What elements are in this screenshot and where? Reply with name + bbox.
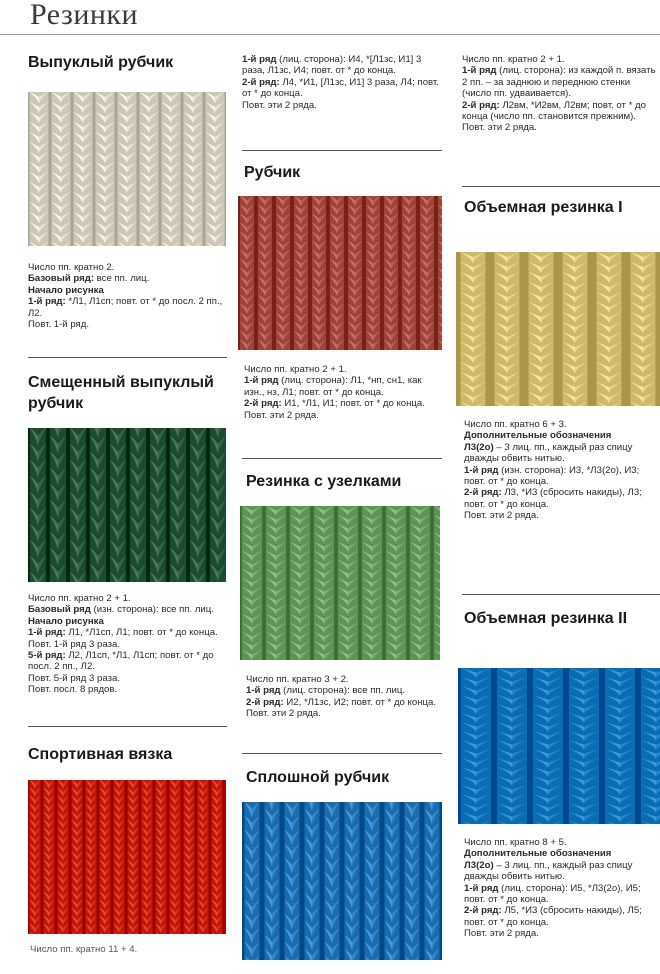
instruction-line [28, 684, 228, 695]
knit-texture [242, 802, 442, 960]
instruction-label: 1-й ряд: [28, 627, 66, 639]
instruction-text: Число пп. кратно 3 + 2. [246, 674, 349, 685]
section-divider [242, 150, 442, 151]
instruction-label: 1-й ряд: [28, 296, 66, 308]
instruction-line [242, 100, 442, 111]
instruction-label: Базовый ряд [28, 604, 91, 616]
knit-texture [28, 92, 226, 246]
instruction-label: Базовый ряд: [28, 273, 95, 285]
instruction-label: 1-й ряд [246, 685, 281, 697]
instruction-line [28, 639, 228, 650]
pattern-title-obiemnaya1: Объемная резинка I [464, 199, 623, 216]
instruction-line [28, 627, 228, 638]
instruction-line [244, 364, 444, 375]
instructions-sportivnaya [30, 944, 230, 955]
instruction-label: 1-й ряд [464, 464, 499, 476]
instruction-label: 1-й ряд [242, 54, 277, 65]
section-divider [28, 726, 227, 727]
instruction-line [462, 54, 658, 65]
instruction-label: 5-й ряд: [28, 650, 66, 662]
section-divider [462, 594, 660, 595]
instruction-line [28, 285, 228, 296]
pattern-title-vypuklyi: Выпуклый рубчик [28, 54, 174, 71]
instruction-text: *Л1, Л1сп; повт. от * до посл. 2 пп., Л2. [28, 296, 223, 319]
instruction-label: Л3(2о) [464, 441, 494, 453]
instruction-text: все пп. лиц. [94, 273, 150, 285]
knit-texture [458, 668, 660, 824]
swatch-uzelki [240, 506, 440, 660]
instruction-text: Повт. 1-й ряд 3 раза. [28, 638, 120, 650]
instruction-text: Повт. эти 2 ряда. [246, 708, 321, 720]
section-divider [242, 753, 442, 754]
instruction-text: (лиц. сторона): И5, *Л3(2о), И5; повт. от * до конца. [464, 882, 641, 906]
instructions-obiemnaya1 [464, 419, 660, 522]
instruction-line [244, 410, 444, 421]
instruction-line [464, 848, 660, 859]
instruction-text: Л2вм, *И2вм, Л2вм; повт. от * до конца (число пп. становится прежним). [462, 99, 646, 123]
instruction-label: 2-й ряд: [462, 99, 500, 111]
title-rule [0, 34, 660, 35]
page-title: Резинки [30, 0, 139, 31]
instruction-line [246, 685, 446, 696]
instruction-text: Повт. эти 2 ряда. [244, 409, 319, 421]
knit-texture [240, 506, 440, 660]
instruction-line [28, 296, 228, 319]
swatch-vypuklyi [28, 92, 226, 246]
knit-texture [456, 252, 660, 406]
swatch-sploshnoi [242, 802, 442, 960]
instruction-text: Число пп. кратно 11 + 4. [30, 944, 138, 955]
instruction-label: 1-й ряд [244, 375, 279, 387]
instructions-rubchik [244, 364, 444, 421]
instruction-text: (лиц. сторона): из каждой п. вязать 2 пп. – за заднюю и переднюю стенки (число пп. удваивается). [462, 65, 656, 100]
instruction-line [464, 928, 660, 939]
instruction-text: – 3 лиц. пп., каждый раз спицу дважды обвить нитью. [464, 859, 633, 883]
instruction-line [464, 442, 660, 465]
instruction-text: Повт. 5-й ряд 3 раза. [28, 672, 120, 684]
instruction-line [246, 697, 446, 708]
instruction-text: (лиц. сторона): И4, *[Л1зс, И1] 3 раза, Л1зс, И4; повт. от * до конца. [242, 54, 422, 77]
instruction-label: 2-й ряд: [464, 487, 502, 499]
pattern-title-rubchik: Рубчик [244, 164, 301, 181]
instruction-text: Повт. эти 2 ряда. [462, 122, 537, 134]
instruction-text: Л1, *Л1сп, Л1; повт. от * до конца. [65, 627, 218, 639]
section-divider [462, 186, 660, 187]
pattern-title-sploshnoi: Сплошной рубчик [246, 769, 390, 786]
instruction-text: Число пп. кратно 2 + 1. [462, 54, 565, 65]
instruction-text: Л4, *И1, [Л1зс, И1] 3 раза, Л4; повт. от * до конца. [242, 76, 439, 100]
instruction-line [464, 510, 660, 521]
instruction-line [246, 674, 446, 685]
instruction-text: Число пп. кратно 2. [28, 262, 115, 273]
instruction-label: Дополнительные обозначения [464, 848, 612, 860]
instruction-text: Число пп. кратно 2 + 1. [28, 593, 131, 604]
instruction-line [464, 487, 660, 510]
swatch-obiemnaya1 [456, 252, 660, 406]
instructions-sploshnoi-continued [462, 54, 658, 134]
instruction-text: Л5, *И3 (сбросить накиды), Л5; повт. от * до конца. [464, 905, 642, 928]
knit-texture [238, 196, 442, 350]
instruction-line [28, 650, 228, 673]
instruction-text: (лиц. сторона): Л1, *нп, сн1, как изн., нз, Л1; повт. от * до конца. [244, 375, 422, 398]
instruction-text: Число пп. кратно 6 + 3. [464, 419, 567, 430]
instruction-line [464, 860, 660, 883]
knit-texture [28, 428, 226, 582]
instructions-uzelki [246, 674, 446, 720]
instruction-text: Число пп. кратно 8 + 5. [464, 837, 567, 848]
instruction-text: Повт. посл. 8 рядов. [28, 684, 118, 696]
instruction-line [246, 708, 446, 719]
instruction-text: (изн. сторона): И3, *Л3(2о), И3; повт. от * до конца. [464, 464, 640, 488]
pattern-title-smeshchennyi: Смещенный выпуклый рубчик [28, 374, 214, 412]
instruction-line [464, 905, 660, 928]
instruction-label: Л3(2о) [464, 859, 494, 871]
instruction-text: Л2, Л1сп, *Л1, Л1сп; повт. от * до посл. 2 пп., Л2. [28, 650, 214, 673]
instruction-label: 1-й ряд [464, 882, 499, 894]
swatch-obiemnaya2 [458, 668, 660, 824]
instruction-line [242, 54, 442, 77]
swatch-rubchik [238, 196, 442, 350]
instruction-line [28, 593, 228, 604]
instruction-label: 2-й ряд: [244, 398, 282, 410]
instruction-text: Число пп. кратно 2 + 1. [244, 364, 347, 375]
pattern-title-uzelki: Резинка с узелками [246, 473, 402, 490]
instruction-text: Повт. 1-й ряд. [28, 319, 90, 331]
instruction-text: И2, *Л1зс, И2; повт. от * до конца. [283, 696, 436, 708]
instruction-label: Начало рисунка [28, 284, 104, 296]
instruction-line [242, 77, 442, 100]
instruction-text: (изн. сторона): все пп. лиц. [90, 604, 214, 616]
swatch-smeshchennyi [28, 428, 226, 582]
swatch-sportivnaya [28, 780, 226, 934]
instruction-line [28, 616, 228, 627]
instruction-line [464, 837, 660, 848]
pattern-title-sportivnaya: Спортивная вязка [28, 746, 173, 763]
pattern-title-obiemnaya2: Объемная резинка II [464, 610, 628, 627]
instruction-line [464, 419, 660, 430]
instruction-line [28, 319, 228, 330]
knit-texture [28, 780, 226, 934]
instruction-line [28, 673, 228, 684]
instruction-line [244, 375, 444, 398]
instructions-smeshchennyi [28, 593, 228, 696]
instructions-obiemnaya2 [464, 837, 660, 940]
instruction-text: (лиц. сторона): все пп. лиц. [280, 685, 406, 697]
instruction-label: 2-й ряд: [464, 905, 502, 917]
instruction-label: 2-й ряд: [242, 76, 280, 88]
instruction-line [464, 883, 660, 906]
instructions-sportivnaya-continued [242, 54, 442, 111]
instruction-line [464, 430, 660, 441]
instruction-text: Повт. эти 2 ряда. [464, 510, 539, 522]
instruction-text: Повт. эти 2 ряда. [242, 99, 317, 111]
instruction-label: 2-й ряд: [246, 696, 284, 708]
instruction-label: 1-й ряд [462, 65, 497, 77]
instruction-line [462, 65, 658, 99]
instruction-line [28, 604, 228, 615]
instruction-text: И1, *Л1, И1; повт. от * до конца. [281, 398, 425, 410]
instruction-line [462, 100, 658, 123]
instruction-text: Л3, *И3 (сбросить накиды), Л3; повт. от * до конца. [464, 487, 642, 510]
instruction-line [28, 273, 228, 284]
instructions-vypuklyi [28, 262, 228, 330]
instruction-line [28, 262, 228, 273]
instruction-line [30, 944, 230, 955]
instruction-line [244, 398, 444, 409]
instruction-line [462, 122, 658, 133]
section-divider [28, 357, 227, 358]
instruction-label: Дополнительные обозначения [464, 430, 612, 442]
section-divider [242, 458, 442, 459]
instruction-line [464, 465, 660, 488]
instruction-text: – 3 лиц. пп., каждый раз спицу дважды обвить нитью. [464, 441, 633, 465]
instruction-text: Повт. эти 2 ряда. [464, 928, 539, 940]
instruction-label: Начало рисунка [28, 615, 104, 627]
